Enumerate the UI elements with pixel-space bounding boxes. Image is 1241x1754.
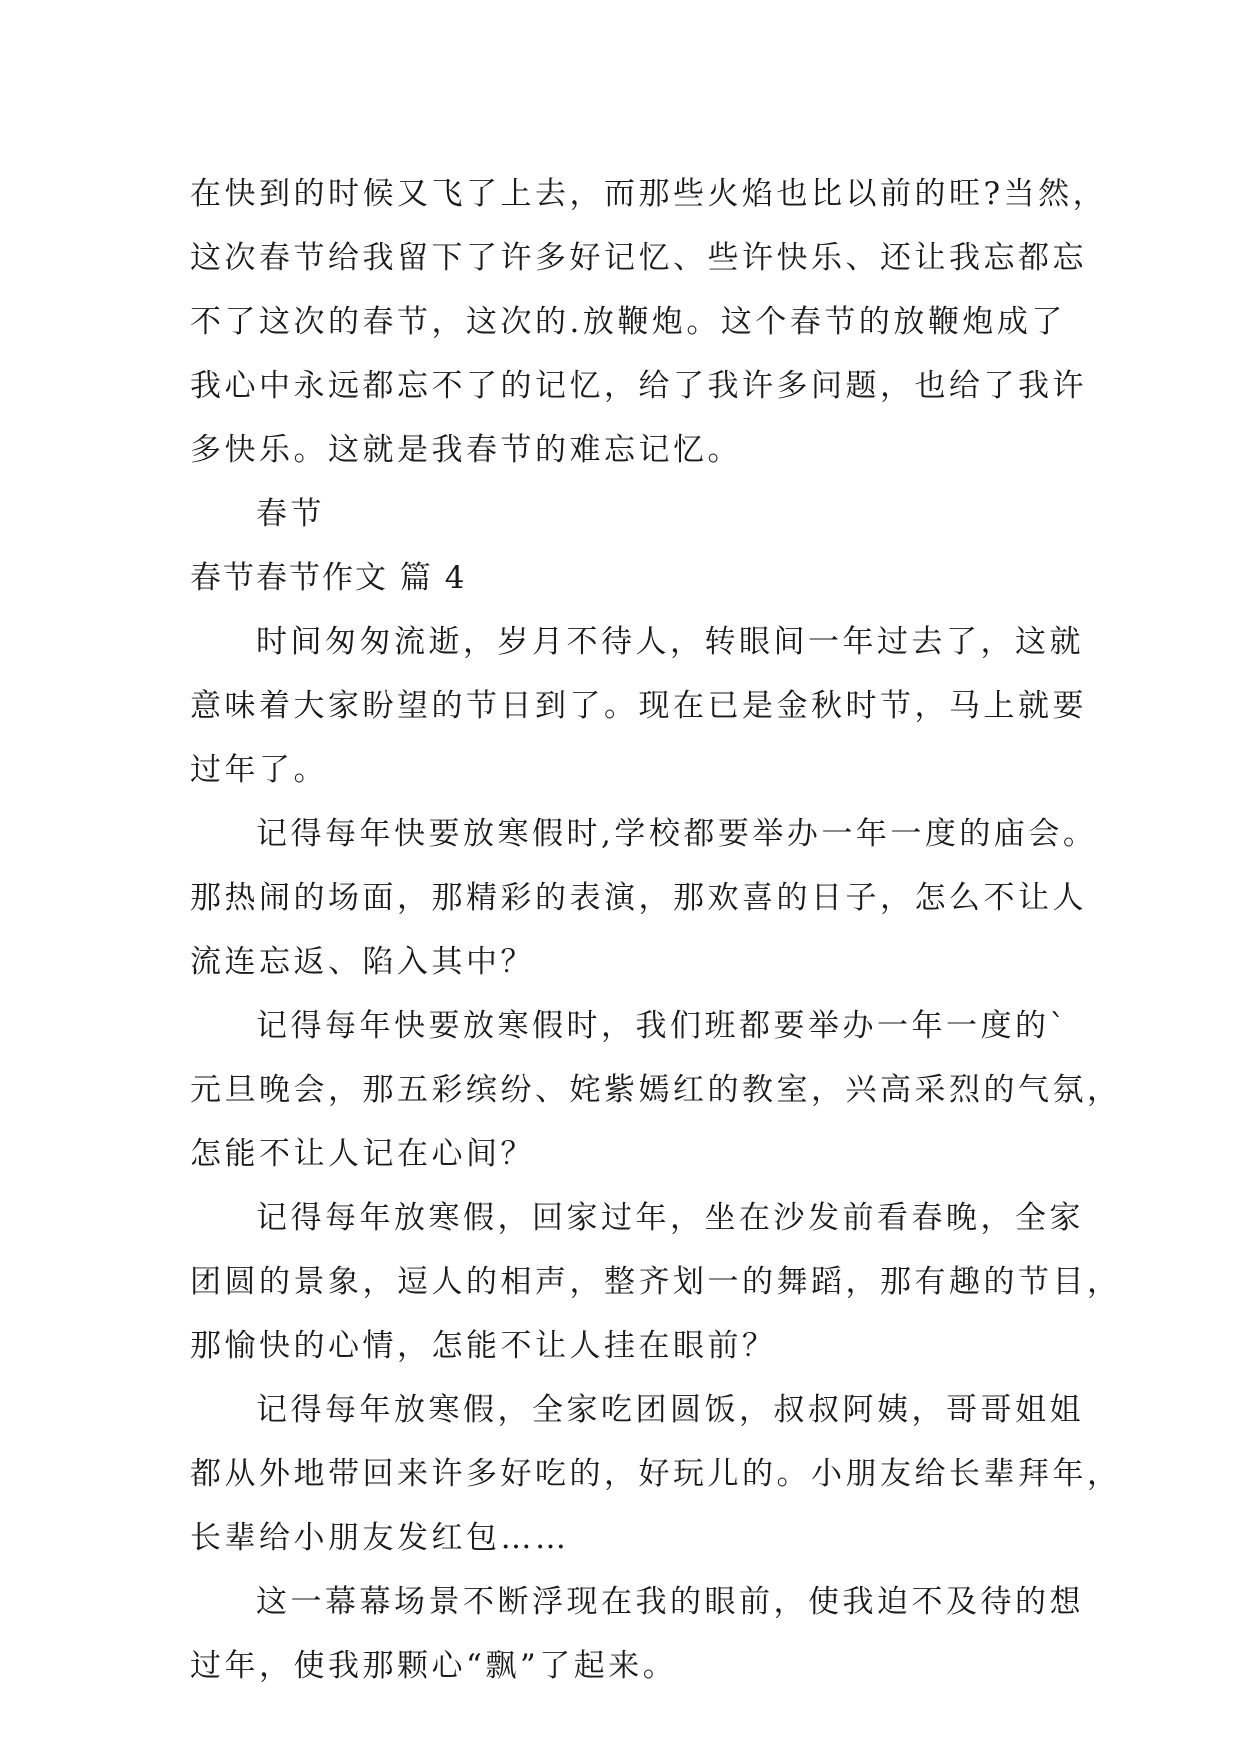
- text-line: 这一幕幕场景不断浮现在我的眼前，使我迫不及待的想: [256, 1584, 1084, 1620]
- text-line: 过年，使我那颗心“飘”了起来。: [190, 1648, 678, 1684]
- text-line: 记得每年放寒假，全家吃团圆饭，叔叔阿姨，哥哥姐姐: [256, 1392, 1084, 1428]
- text-line: 记得每年快要放寒假时,学校都要举办一年一度的庙会。: [256, 816, 1098, 852]
- text-line: 这次春节给我留下了许多好记忆、些许快乐、还让我忘都忘: [190, 240, 1087, 276]
- text-line: 意味着大家盼望的节日到了。现在已是金秋时节，马上就要: [190, 688, 1087, 724]
- text-line: 时间匆匆流逝，岁月不待人，转眼间一年过去了，这就: [256, 624, 1084, 660]
- text-line: 都从外地带回来许多好吃的，好玩儿的。小朋友给长辈拜年，: [190, 1456, 1122, 1492]
- text-line: 过年了。: [190, 752, 328, 788]
- text-line: 多快乐。这就是我春节的难忘记忆。: [190, 432, 742, 468]
- section-label: 春节: [256, 496, 325, 532]
- section-heading: 春节春节作文 篇 4: [190, 560, 467, 596]
- text-line: 记得每年放寒假，回家过年，坐在沙发前看春晚，全家: [256, 1200, 1084, 1236]
- text-line: 长辈给小朋友发红包……: [190, 1520, 570, 1556]
- text-line: 流连忘返、陷入其中？: [190, 944, 535, 980]
- text-line: 怎能不让人记在心间？: [190, 1136, 535, 1172]
- text-line: 元旦晚会，那五彩缤纷、姹紫嫣红的教室，兴高采烈的气氛，: [190, 1072, 1122, 1108]
- text-line: 不了这次的春节，这次的.放鞭炮。这个春节的放鞭炮成了: [190, 304, 1066, 340]
- text-line: 我心中永远都忘不了的记忆，给了我许多问题，也给了我许: [190, 368, 1087, 404]
- text-line: 那热闹的场面，那精彩的表演，那欢喜的日子，怎么不让人: [190, 880, 1087, 916]
- text-line: 那愉快的心情，怎能不让人挂在眼前？: [190, 1328, 777, 1364]
- text-line: 在快到的时候又飞了上去，而那些火焰也比以前的旺?当然，: [190, 176, 1108, 212]
- text-line: 团圆的景象，逗人的相声，整齐划一的舞蹈，那有趣的节目，: [190, 1264, 1122, 1300]
- document-page: [190, 162, 1122, 1698]
- text-line: 记得每年快要放寒假时，我们班都要举办一年一度的`: [256, 1008, 1069, 1044]
